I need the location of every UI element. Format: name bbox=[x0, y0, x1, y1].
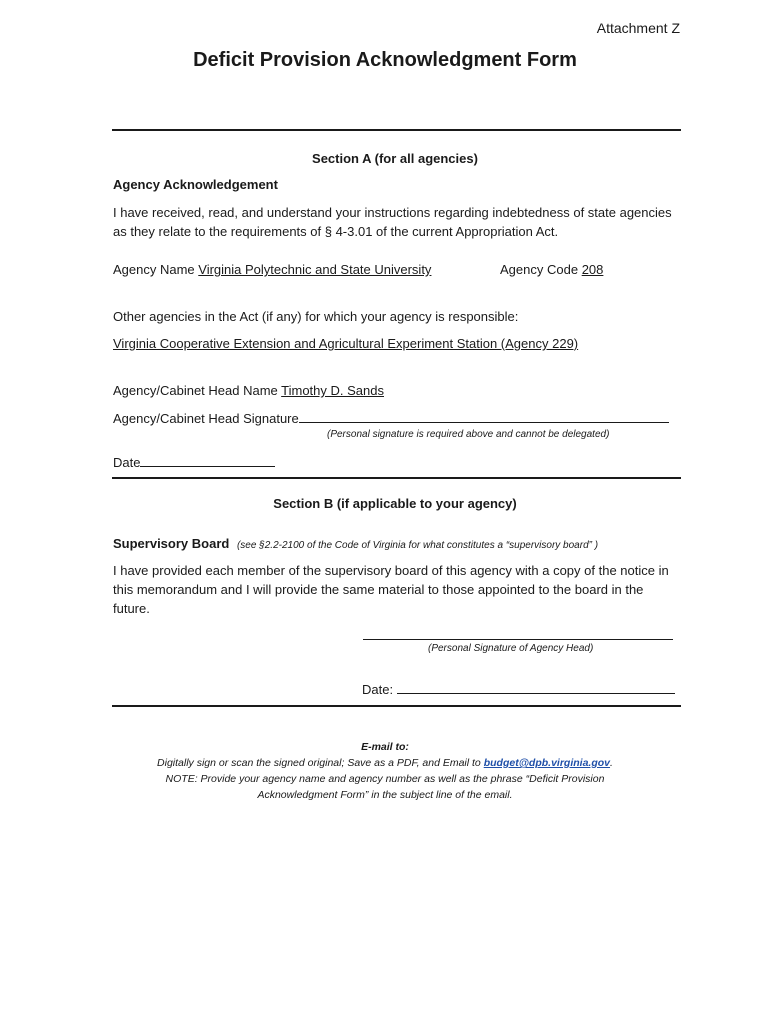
signature-note: (Personal signature is required above and cannot be delegated) bbox=[327, 429, 610, 440]
footer-line-1-prefix: Digitally sign or scan the signed original; Save as a PDF, and Email to bbox=[157, 757, 484, 769]
agency-code-row bbox=[500, 262, 603, 277]
agency-name-label: Agency Name bbox=[113, 262, 195, 277]
board-date-row bbox=[362, 680, 675, 697]
bottom-divider bbox=[112, 705, 681, 707]
footer-line-1 bbox=[0, 755, 770, 771]
date-row bbox=[113, 453, 275, 470]
section-b-heading: Section B (if applicable to your agency) bbox=[273, 496, 517, 511]
agency-name-row bbox=[113, 262, 431, 277]
agency-code-value[interactable]: 208 bbox=[581, 262, 604, 277]
page-title: Deficit Provision Acknowledgment Form bbox=[193, 49, 577, 71]
date-label: Date bbox=[113, 455, 141, 470]
board-date-field[interactable] bbox=[397, 680, 675, 694]
supervisory-board-note: (see §2.2-2100 of the Code of Virginia for what constitutes a “supervisory board” ) bbox=[236, 540, 599, 551]
supervisory-board-text: I have provided each member of the supervisory board of this agency with a copy of the notice in this memorandum and I will provide the same material to those appointed to the board in the future. bbox=[113, 563, 669, 616]
head-signature-row bbox=[113, 409, 669, 426]
date-field[interactable] bbox=[140, 453, 275, 467]
supervisory-board-label: Supervisory Board bbox=[113, 536, 230, 551]
board-signature-field[interactable] bbox=[363, 626, 673, 640]
head-signature-field[interactable] bbox=[299, 409, 669, 423]
head-signature-label: Agency/Cabinet Head Signature bbox=[113, 411, 299, 426]
board-signature-note: (Personal Signature of Agency Head) bbox=[428, 643, 594, 654]
attachment-label: Attachment Z bbox=[596, 20, 680, 36]
email-link[interactable]: budget@dpb.virginia.gov bbox=[483, 757, 611, 769]
email-heading: E-mail to: bbox=[361, 741, 409, 753]
other-agencies-label: Other agencies in the Act (if any) for which your agency is responsible: bbox=[113, 309, 519, 324]
top-divider bbox=[112, 129, 681, 131]
footer-line-3: Acknowledgment Form” in the subject line of the email. bbox=[257, 789, 513, 801]
supervisory-board-row bbox=[113, 536, 598, 551]
agency-name-value[interactable]: Virginia Polytechnic and State University bbox=[198, 262, 432, 277]
footer-line-2: NOTE: Provide your agency name and agency number as well as the phrase “Deficit Provision bbox=[165, 773, 605, 785]
acknowledgement-text: I have received, read, and understand your instructions regarding indebtedness of state agencies as they relate to the requirements of § 4-3.01 of the current Appropriation Act. bbox=[113, 205, 672, 239]
head-name-row bbox=[113, 383, 384, 398]
board-date-label: Date: bbox=[362, 682, 394, 697]
middle-divider bbox=[112, 477, 681, 479]
head-name-label: Agency/Cabinet Head Name bbox=[113, 383, 278, 398]
other-agencies-value[interactable]: Virginia Cooperative Extension and Agricultural Experiment Station (Agency 229) bbox=[113, 336, 579, 351]
footer-line-1-suffix: . bbox=[610, 757, 613, 769]
agency-acknowledgement-label: Agency Acknowledgement bbox=[113, 177, 278, 192]
agency-code-label: Agency Code bbox=[500, 262, 579, 277]
section-a-heading: Section A (for all agencies) bbox=[312, 151, 478, 166]
head-name-value[interactable]: Timothy D. Sands bbox=[281, 383, 384, 398]
